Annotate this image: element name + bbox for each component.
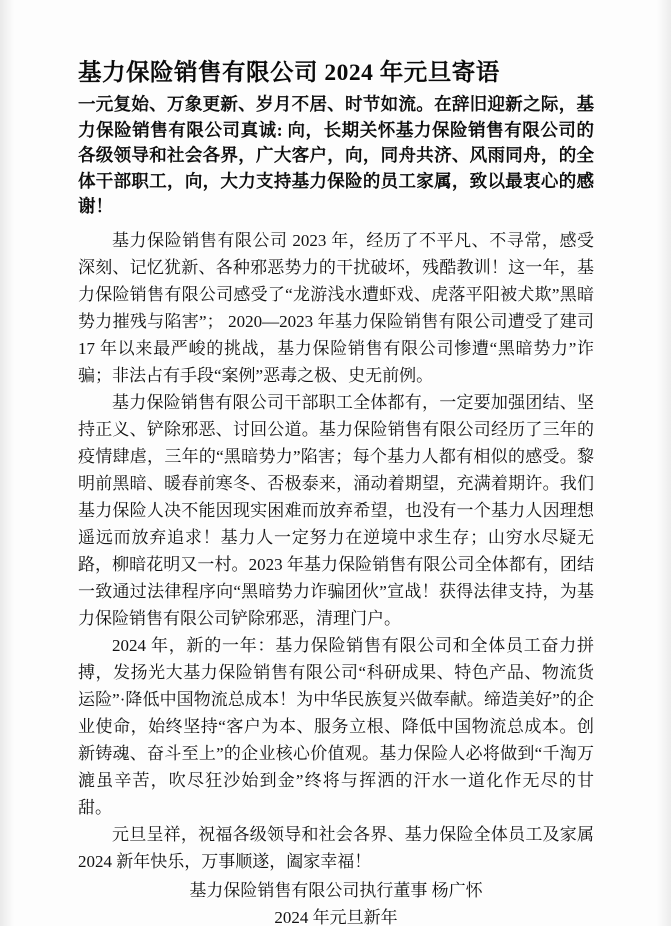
lead-paragraph: 一元复始、万象更新、岁月不居、时节如流。在辞旧迎新之际，基力保险销售有限公司真诚: 向，长期关怀基力保险销售有限公司的各级领导和社会各界，广大客户，向，同舟共济、风雨同舟，的全体干部职工，向，大力支持基力保险的员工家属，致以最衷心的感谢！ [78, 94, 594, 216]
paragraph-1: 基力保险销售有限公司 2023 年，经历了不平凡、不寻常，感受深刻、记忆犹新、各种邪恶势力的干扰破坏，残酷教训！这一年，基力保险销售有限公司感受了“龙游浅水遭虾戏、虎落平阳被犬欺”黑暗势力摧残与陷害”； 2020—2023 年基力保险销售有限公司遭受了建司 17 年以来最严峻的挑战，基力保险销售有限公司惨遭“黑暗势力”诈骗；非法占有手段“案例”恶毒之极、史无前例。 [78, 230, 594, 385]
paragraph-3: 2024 年，新的一年：基力保险销售有限公司和全体员工奋力拼搏，发扬光大基力保险销售有限公司“科研成果、特色产品、物流货运险”·降低中国物流总成本！为中华民族复兴做奉献。缔造美好”的企业使命，始终坚持“客户为本、服务立根、降低中国物流总成本。创新铸魂、奋斗至上”的企业核心价值观。基力保险人必将做到“千淘万漉虽辛苦，吹尽狂沙始到金”终将与挥洒的汗水一道化作无尽的甘甜。 [78, 635, 594, 817]
signature-block [78, 877, 594, 931]
document-body [78, 58, 594, 927]
signature-date: 2024 年元旦新年 [274, 907, 398, 927]
paragraph-2: 基力保险销售有限公司干部职工全体都有，一定要加强团结、坚持正义、铲除邪恶、讨回公道。基力保险销售有限公司经历了三年的疫情肆虐，三年的“黑暗势力”陷害；每个基力人都有相似的感受。黎明前黑暗、暖春前寒冬、否极泰来，涌动着期望，充满着期许。我们基力保险人决不能因现实困难而放弃希望，也没有一个基力人因理想遥远而放弃追求！基力人一定努力在逆境中求生存；山穷水尽疑无路，柳暗花明又一村。2023 年基力保险销售有限公司全体都有，团结一致通过法律程序向“黑暗势力诈骗团伙”宣战！获得法律支持，为基力保险销售有限公司铲除邪恶，清理门户。 [78, 392, 594, 628]
signature-name: 基力保险销售有限公司执行董事 杨广怀 [189, 880, 483, 900]
paragraph-4: 元旦呈祥，祝福各级领导和社会各界、基力保险全体员工及家属 2024 新年快乐，万事顺遂，阖家幸福！ [78, 824, 594, 871]
page-title: 基力保险销售有限公司 2024 年元旦寄语 [78, 60, 500, 86]
